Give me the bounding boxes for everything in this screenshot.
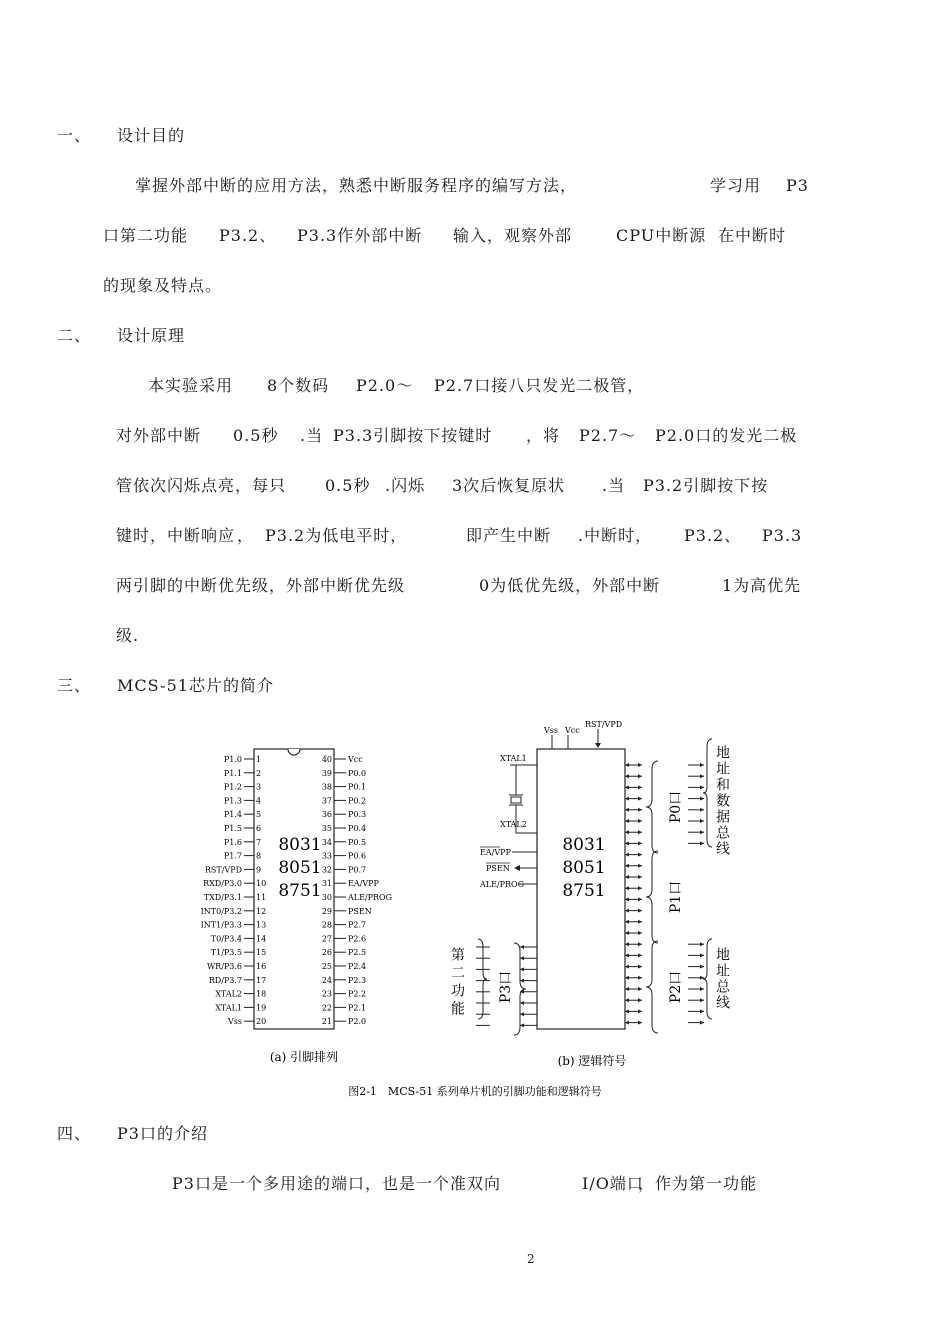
pin-number: 3 — [256, 782, 262, 792]
section-number: 三、 — [57, 676, 92, 695]
principle-text: 键时 — [116, 526, 151, 545]
pin-number: 37 — [321, 796, 332, 806]
principle-text: P3.2为低电平时， — [265, 526, 408, 545]
purpose-text: CPU中断源 — [616, 226, 707, 245]
principle-text: 0.5秒 — [325, 476, 371, 495]
pin-number: 39 — [321, 768, 332, 778]
bus-arrow — [625, 1021, 642, 1025]
pin-number: 17 — [256, 975, 267, 985]
pin-number: 25 — [321, 962, 332, 971]
pin-number: 10 — [256, 879, 267, 889]
right-pin-label: P2.5 — [348, 948, 367, 958]
principle-text: 1为高优先 — [722, 576, 802, 595]
left-pin-label: RXD/P3.0 — [203, 879, 242, 889]
bus-arrow — [625, 976, 642, 980]
psen-label: PSEN — [486, 864, 510, 873]
arrow-head — [700, 965, 704, 969]
principle-text: P2.0口的发光二极 — [655, 426, 798, 445]
principle-text: .中断时， — [578, 526, 653, 545]
bus-arrow — [625, 987, 642, 991]
pin-number: 29 — [321, 906, 332, 916]
left-pin-label: WR/P3.6 — [206, 962, 242, 971]
pin-number: 28 — [321, 920, 332, 930]
pin-number: 40 — [321, 755, 332, 764]
purpose-text: 输入，观察外部 — [453, 226, 573, 245]
principle-text: 级. — [116, 626, 140, 645]
section-title: P3口的介绍 — [117, 1124, 208, 1143]
left-pin-label: T1/P3.5 — [210, 948, 242, 958]
principle-text: P3.3 — [762, 526, 803, 545]
section-number: 二、 — [57, 326, 92, 345]
pin-number: 19 — [256, 1003, 267, 1013]
purpose-text: P3 — [786, 176, 809, 195]
bus-arrow — [625, 998, 642, 1002]
right-pin-label: P2.1 — [348, 1003, 367, 1013]
pin-number: 11 — [256, 893, 267, 902]
right-pin-label: ALE/PROG — [348, 893, 392, 902]
bus-arrow — [625, 830, 642, 834]
pin-number: 32 — [321, 865, 332, 875]
bus-arrow — [625, 897, 642, 901]
arrow-head — [520, 1012, 524, 1016]
principle-text: 8个数码 — [267, 376, 330, 395]
xtal1-label: XTAL1 — [500, 754, 527, 763]
section-title: 设计原理 — [117, 326, 186, 345]
right-pin-label: P0.3 — [348, 810, 367, 820]
bus-arrow — [625, 965, 642, 969]
left-pin-label: RST/VPD — [204, 865, 242, 875]
principle-text: P3.2引脚按下按 — [643, 476, 769, 495]
pin-number: 8 — [256, 851, 262, 861]
left-pin-label: P1.2 — [223, 782, 242, 792]
port3-label: P3口 — [498, 970, 514, 1004]
bus-arrow — [625, 909, 642, 913]
second-function-label: 第二功能 — [449, 947, 465, 1019]
principle-text: 0.5秒 — [233, 426, 279, 445]
bus-arrow — [625, 853, 642, 857]
right-pin-label: P2.7 — [348, 920, 367, 930]
right-pin-label: P2.6 — [348, 934, 367, 944]
pin-number: 5 — [256, 810, 262, 820]
right-pin-label: P0.0 — [348, 768, 367, 778]
principle-text: 本实验采用 — [148, 376, 234, 395]
arrow-head — [700, 1009, 704, 1013]
principle-text: 即产生中断 — [466, 526, 552, 545]
p3-text: P3口是一个多用途的端口，也是一个准双向 — [172, 1174, 501, 1193]
bus-arrow — [625, 953, 642, 957]
pin-number: 35 — [321, 824, 332, 833]
port1-label: P1口 — [668, 880, 684, 914]
bus-arrow — [625, 841, 642, 845]
principle-text: .闪烁 — [385, 476, 426, 495]
right-pin-label: EA/VPP — [348, 879, 379, 889]
pin-number: 18 — [256, 989, 267, 999]
arrow-head — [700, 774, 704, 778]
bus-arrow — [625, 875, 642, 879]
right-pin-label: P0.4 — [348, 824, 367, 833]
left-pin-label: TXD/P3.1 — [203, 893, 242, 902]
chip-name: 8051 — [278, 858, 322, 878]
arrow-head — [520, 967, 524, 971]
figure-caption: 图2-1 MCS-51 系列单片机的引脚功能和逻辑符号 — [348, 1085, 602, 1098]
left-pin-label: P1.3 — [223, 796, 242, 806]
pin-number: 30 — [321, 893, 332, 902]
arrow-head — [700, 841, 704, 845]
left-pin-label: T0/P3.4 — [210, 934, 242, 944]
left-pin-label: P1.5 — [223, 824, 242, 833]
pin-number: 31 — [321, 879, 332, 889]
pin-number: 27 — [321, 934, 332, 944]
right-pin-label: P2.0 — [348, 1017, 367, 1027]
arrow-head — [700, 808, 704, 812]
chip-name: 8051 — [562, 858, 606, 878]
section-number: 四、 — [57, 1124, 92, 1143]
right-pin-label: P0.7 — [348, 865, 367, 875]
bus-arrow — [625, 819, 642, 823]
left-pin-label: XTAL2 — [215, 989, 242, 999]
principle-text: .当 — [602, 476, 626, 495]
principle-text: 对外部中断 — [116, 426, 202, 445]
right-pin-label: P0.2 — [348, 796, 367, 806]
arrow-head — [700, 987, 704, 991]
bus-arrow — [625, 808, 642, 812]
bus-arrow — [625, 931, 642, 935]
pin-number: 36 — [321, 810, 332, 820]
chip-name: 8751 — [278, 881, 322, 901]
principle-text: ，中断响应 — [150, 526, 236, 545]
left-pin-label: P1.0 — [223, 755, 242, 764]
chip-name: 8751 — [562, 881, 606, 901]
pin-number: 15 — [256, 948, 267, 958]
left-pin-label: P1.1 — [223, 768, 242, 778]
section-number: 一、 — [57, 126, 92, 145]
bus-arrow — [625, 785, 642, 789]
addr-data-bus-label: 地址和数据总线 — [714, 745, 730, 857]
addr-bus-label: 地址总线 — [714, 947, 730, 1011]
right-pin-label: P0.6 — [348, 851, 367, 861]
pin-number: 34 — [321, 837, 332, 847]
arrow-head — [700, 1021, 704, 1025]
arrow-head — [700, 819, 704, 823]
left-pin-label: XTAL1 — [215, 1003, 242, 1013]
pin-number: 2 — [256, 768, 262, 778]
left-pin-label: RD/P3.7 — [208, 975, 242, 985]
purpose-text: P3.2、 — [219, 226, 277, 245]
section-title: 设计目的 — [117, 126, 186, 145]
pin-number: 26 — [321, 948, 332, 958]
principle-text: P2.0～ — [356, 376, 414, 395]
right-pin-label: Vcc — [348, 755, 363, 764]
left-pin-label: INT1/P3.3 — [200, 920, 242, 930]
purpose-text: 在中断时 — [718, 226, 787, 245]
page-number: 2 — [527, 1252, 535, 1266]
ale-label: ALE/PROG — [480, 880, 524, 889]
principle-text: P2.7～ — [579, 426, 637, 445]
pin-number: 9 — [256, 865, 262, 875]
pin-number: 12 — [256, 906, 267, 916]
pin-number: 4 — [256, 796, 262, 806]
arrow-head — [700, 763, 704, 767]
arrow-head — [520, 945, 524, 949]
top-label: Vcc — [565, 726, 580, 735]
top-label: RST/VPD — [585, 720, 623, 729]
pin-number: 21 — [321, 1017, 332, 1027]
purpose-text: P3.3作外部中断 — [297, 226, 423, 245]
bus-arrow — [625, 942, 642, 946]
port2-label: P2口 — [668, 970, 684, 1004]
pin-number: 22 — [321, 1003, 332, 1013]
bus-arrow — [625, 774, 642, 778]
pin-number: 38 — [321, 782, 332, 792]
bus-arrow — [625, 864, 642, 868]
bus-arrow — [625, 886, 642, 890]
ea-label: EA/VPP — [480, 848, 511, 857]
p3-text: ，作为第一功能 — [638, 1174, 758, 1193]
arrow-head — [700, 785, 704, 789]
arrow-head — [700, 953, 704, 957]
arrow-head — [700, 942, 704, 946]
left-pin-label: INT0/P3.2 — [200, 906, 242, 916]
pin-number: 1 — [256, 755, 262, 764]
section-title: MCS-51芯片的简介 — [117, 676, 274, 695]
port0-label: P0口 — [668, 790, 684, 824]
dip-package — [201, 749, 392, 1064]
right-pin-label: PSEN — [348, 906, 372, 916]
right-pin-label: P2.4 — [348, 962, 367, 971]
arrow-head — [520, 979, 524, 983]
principle-text: 3次后恢复原状 — [452, 476, 566, 495]
left-pin-label: P1.4 — [223, 810, 242, 820]
top-label: Vss — [544, 726, 558, 735]
mcs51-pin-diagram — [180, 715, 770, 1105]
right-pin-label: P2.3 — [348, 975, 367, 985]
caption-b: (b) 逻辑符号 — [557, 1054, 627, 1068]
purpose-text: 口第二功能 — [103, 226, 189, 245]
principle-text: .当 — [300, 426, 324, 445]
purpose-text: 学习用 — [710, 176, 762, 195]
arrow-head — [520, 1001, 524, 1005]
principle-text: P2.7口接八只发光二极管， — [434, 376, 645, 395]
pin-number: 6 — [256, 824, 262, 833]
arrow-head — [520, 1023, 524, 1027]
chip-name: 8031 — [278, 835, 322, 855]
purpose-text: 的现象及特点。 — [103, 276, 223, 295]
principle-text: ，将 — [526, 426, 561, 445]
bus-arrow — [625, 763, 642, 767]
logic-symbol — [449, 720, 730, 1068]
right-pin-label: P2.2 — [348, 989, 367, 999]
pin-number: 14 — [256, 934, 267, 944]
arrow-head — [700, 830, 704, 834]
right-pin-label: P0.1 — [348, 782, 367, 792]
pin-number: 7 — [256, 837, 262, 847]
arrow-head — [700, 797, 704, 801]
purpose-text: 掌握外部中断的应用方法，熟悉中断服务程序的编写方法， — [135, 176, 578, 195]
bus-arrow — [625, 797, 642, 801]
pin-number: 13 — [256, 920, 267, 930]
right-pin-label: P0.5 — [348, 837, 367, 847]
left-pin-label: P1.6 — [223, 837, 242, 847]
principle-text: P3.2、 — [684, 526, 742, 545]
chip-name: 8031 — [562, 835, 606, 855]
p3-text: I/O端口 — [582, 1174, 644, 1193]
left-pin-label: P1.7 — [223, 851, 242, 861]
principle-text: 两引脚的中断优先级，外部中断优先级 — [116, 576, 406, 595]
arrow-head — [520, 956, 524, 960]
principle-text: P3.3引脚按下按键时 — [333, 426, 493, 445]
pin-number: 16 — [256, 962, 267, 971]
principle-text: 管依次闪烁点亮，每只 — [116, 476, 287, 495]
pin-number: 23 — [321, 989, 332, 999]
arrow-head — [700, 998, 704, 1002]
pin-number: 33 — [321, 851, 332, 861]
bus-arrow — [625, 920, 642, 924]
principle-text: ， — [237, 526, 255, 545]
principle-text: 0为低优先级，外部中断 — [479, 576, 661, 595]
left-pin-label: Vss — [228, 1017, 242, 1027]
pin-number: 20 — [256, 1017, 267, 1027]
xtal2-label: XTAL2 — [500, 820, 527, 829]
pin-number: 24 — [321, 975, 332, 985]
bus-arrow — [625, 1009, 642, 1013]
caption-a: (a) 引脚排列 — [269, 1050, 339, 1064]
